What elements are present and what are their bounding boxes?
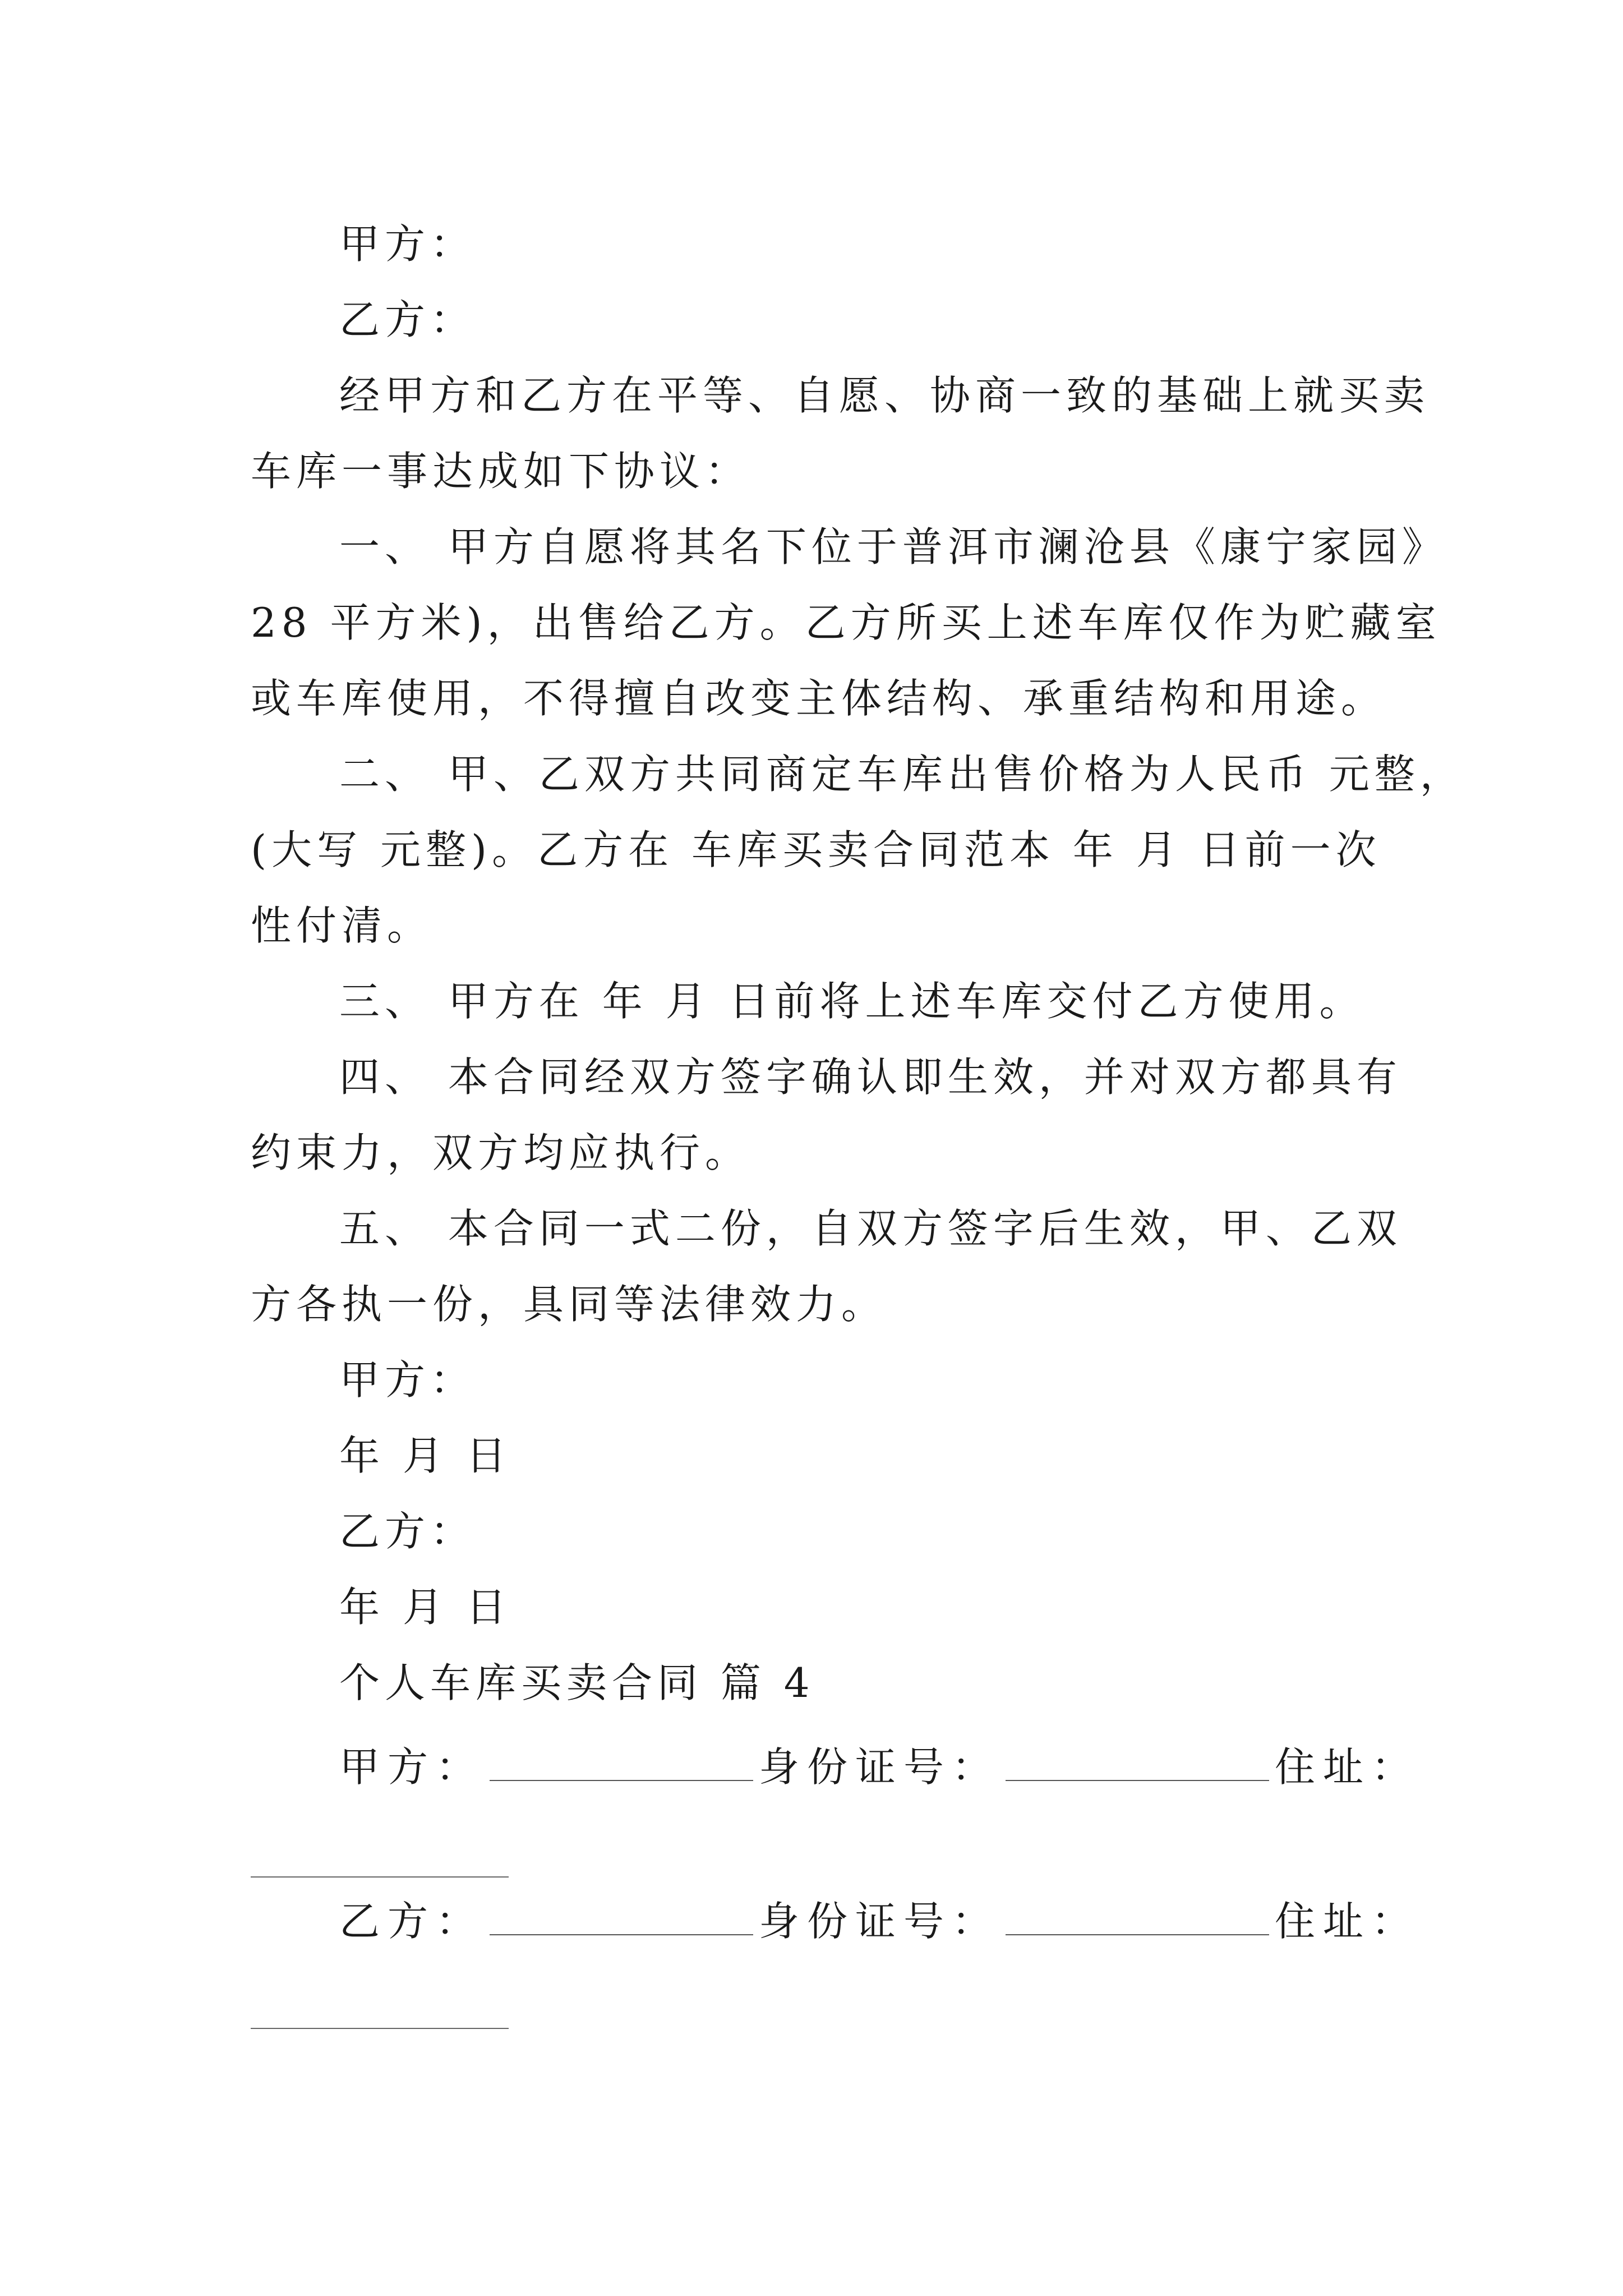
clause-1-line-2: 28 平方米)，出售给乙方。乙方所买上述车库仅作为贮藏室 [251,599,1441,646]
clause-2-line-3: 性付清。 [251,902,433,949]
clause-2-line-2: (大写 元整)。乙方在 车库买卖合同范本 年 月 日前一次 [251,826,1381,873]
signature-party-a: 甲方： [339,1356,476,1404]
signature-date-a: 年 月 日 [339,1432,511,1479]
clause-2-line-1: 二、 甲、乙双方共同商定车库出售价格为人民币 元整， [339,751,1465,798]
party-b-label: 乙方： [339,296,476,343]
party-b-name-blank [490,1895,753,1935]
party-a-fill-row [339,1739,1419,1795]
clause-3-line-1: 三、 甲方在 年 月 日前将上述车库交付乙方使用。 [339,978,1365,1025]
party-a-id-label: 身份证号： [759,1743,1000,1791]
intro-line-2: 车库一事达成如下协议： [251,448,751,495]
party-a-fill-label: 甲方： [339,1743,485,1791]
clause-4-line-2: 约束力，双方均应执行。 [251,1129,751,1176]
party-b-address-blank [251,2028,509,2029]
party-b-address-label: 住址： [1275,1898,1420,1945]
clause-4-line-1: 四、 本合同经双方签字确认即生效，并对双方都具有 [339,1053,1402,1101]
party-a-name-blank [490,1741,753,1781]
party-a-address-label: 住址： [1275,1743,1420,1791]
signature-party-b: 乙方： [339,1508,476,1555]
party-b-fill-row [339,1893,1419,1949]
clause-5-line-1: 五、 本合同一式二份，自双方签字后生效，甲、乙双 [339,1205,1402,1252]
clause-1-line-1: 一、 甲方自愿将其名下位于普洱市澜沧县《康宁家园》 [339,523,1447,570]
party-b-id-label: 身份证号： [759,1898,1000,1945]
party-a-label: 甲方： [339,220,476,268]
party-b-id-blank [1006,1895,1269,1935]
party-a-address-blank [251,1876,509,1878]
intro-line-1: 经甲方和乙方在平等、自愿、协商一致的基础上就买卖 [339,372,1430,419]
clause-1-line-3: 或车库使用，不得擅自改变主体结构、承重结构和用途。 [251,675,1387,722]
clause-5-line-2: 方各执一份，具同等法律效力。 [251,1281,887,1328]
signature-date-b: 年 月 日 [339,1584,511,1631]
section-heading: 个人车库买卖合同 篇 4 [339,1659,815,1706]
party-b-fill-label: 乙方： [339,1898,485,1945]
party-a-id-blank [1006,1741,1269,1781]
